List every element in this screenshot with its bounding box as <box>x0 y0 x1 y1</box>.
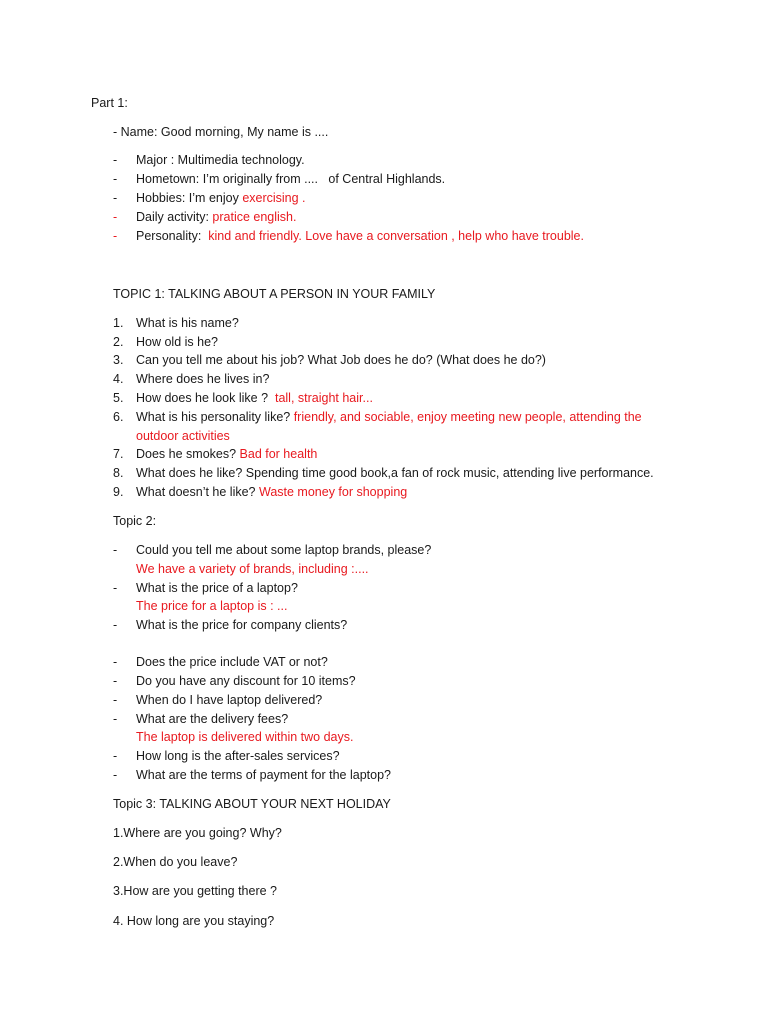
list-item-text: Does he smokes? <box>136 447 240 461</box>
list-item-text: What is his name? <box>136 316 239 330</box>
part1-name-line: - Name: Good morning, My name is .... <box>113 125 329 139</box>
list-item-text: How long is the after-sales services? <box>136 749 340 763</box>
list-dash: - <box>113 153 118 167</box>
list-dash: - <box>113 674 118 688</box>
list-item-text: Could you tell me about some laptop brands, please? <box>136 543 432 557</box>
answer-text: outdoor activities <box>136 429 230 443</box>
answer-text: kind and friendly. Love have a conversation , help who have trouble. <box>208 229 584 243</box>
list-item-text: Hometown: I’m originally from .... of Central Highlands. <box>136 172 446 186</box>
list-item-text: What doesn’t he like? <box>136 485 259 499</box>
list-item-text: Hobbies: I’m enjoy <box>136 191 243 205</box>
answer-text: The laptop is delivered within two days. <box>136 730 354 744</box>
list-item-text: What are the terms of payment for the laptop? <box>136 768 391 782</box>
answer-text: tall, straight hair... <box>274 391 373 405</box>
part1-heading: Part 1: <box>91 96 128 110</box>
list-item: 1.Where are you going? Why? <box>113 826 282 840</box>
list-dash: - <box>113 768 118 782</box>
list-number: 5. <box>113 391 124 405</box>
list-item-text: When do I have laptop delivered? <box>136 693 323 707</box>
list-item: 3.How are you getting there ? <box>113 884 277 898</box>
list-dash: - <box>113 191 118 205</box>
list-item-text: How does he look like ? <box>136 391 275 405</box>
list-item-text: Can you tell me about his job? What Job does he do? (What does he do?) <box>136 353 546 367</box>
list-dash: - <box>113 693 118 707</box>
answer-text: pratice english. <box>212 210 297 224</box>
list-dash: - <box>113 712 118 726</box>
list-item-text: Does the price include VAT or not? <box>136 655 328 669</box>
list-dash: - <box>113 543 118 557</box>
list-item-text: How old is he? <box>136 335 218 349</box>
answer-text: Bad for health <box>239 447 318 461</box>
list-item-text: What is his personality like? <box>136 410 294 424</box>
list-number: 6. <box>113 410 124 424</box>
list-item-text: Major : Multimedia technology. <box>136 153 305 167</box>
answer-text: Waste money for shopping <box>259 485 408 499</box>
answer-text: exercising . <box>242 191 306 205</box>
list-item-text: What is the price of a laptop? <box>136 581 298 595</box>
list-item-text: Do you have any discount for 10 items? <box>136 674 356 688</box>
answer-text: The price for a laptop is : ... <box>136 599 288 613</box>
list-number: 9. <box>113 485 124 499</box>
list-item: 2.When do you leave? <box>113 855 238 869</box>
list-number: 7. <box>113 447 124 461</box>
list-item-text: What does he like? Spending time good book,a fan of rock music, attending live performance. <box>136 466 654 480</box>
list-item-text: What is the price for company clients? <box>136 618 348 632</box>
list-dash: - <box>113 655 118 669</box>
topic2-heading: Topic 2: <box>113 514 157 528</box>
list-number: 2. <box>113 335 124 349</box>
list-dash: - <box>113 172 118 186</box>
list-item-text: Where does he lives in? <box>136 372 270 386</box>
list-dash: - <box>113 210 118 224</box>
list-item: 4. How long are you staying? <box>113 914 275 928</box>
topic1-heading: TOPIC 1: TALKING ABOUT A PERSON IN YOUR FAMILY <box>113 287 436 301</box>
list-dash: - <box>113 618 118 632</box>
list-item-text: What are the delivery fees? <box>136 712 289 726</box>
answer-text: friendly, and sociable, enjoy meeting new people, attending the <box>293 410 642 424</box>
list-number: 4. <box>113 372 124 386</box>
answer-text: We have a variety of brands, including :.... <box>136 562 369 576</box>
list-number: 3. <box>113 353 124 367</box>
list-dash: - <box>113 581 118 595</box>
list-number: 1. <box>113 316 124 330</box>
topic3-heading: Topic 3: TALKING ABOUT YOUR NEXT HOLIDAY <box>113 797 391 811</box>
list-dash: - <box>113 229 118 243</box>
list-dash: - <box>113 749 118 763</box>
list-item-text: Personality: <box>136 229 209 243</box>
list-number: 8. <box>113 466 124 480</box>
list-item-text: Daily activity: <box>136 210 213 224</box>
